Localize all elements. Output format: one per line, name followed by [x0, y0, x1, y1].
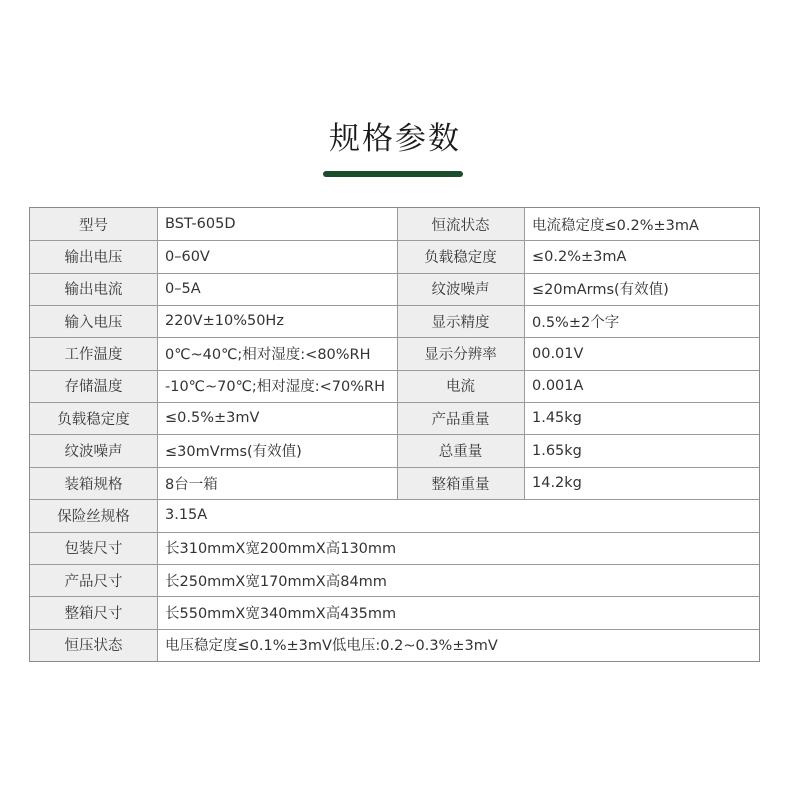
row-divider	[30, 402, 759, 403]
spec-label: 恒压状态	[30, 629, 157, 661]
spec-value: 8台一箱	[157, 467, 397, 499]
spec-label: 纹波噪声	[30, 435, 157, 467]
spec-label: 输出电压	[30, 240, 157, 272]
spec-value: -10℃~70℃;相对湿度:<70%RH	[157, 370, 397, 402]
spec-label: 负载稳定度	[30, 402, 157, 434]
spec-value: 0.5%±2个字	[524, 305, 759, 337]
row-divider	[30, 499, 759, 500]
spec-label: 负载稳定度	[397, 240, 524, 272]
row-divider	[30, 434, 759, 435]
spec-label: 装箱规格	[30, 467, 157, 499]
spec-value: ≤0.5%±3mV	[157, 402, 397, 434]
spec-value: 电流稳定度≤0.2%±3mA	[524, 208, 759, 240]
spec-value: 0–60V	[157, 240, 397, 272]
spec-value: 0℃~40℃;相对湿度:<80%RH	[157, 337, 397, 369]
column-divider	[524, 208, 525, 499]
spec-label: 电流	[397, 370, 524, 402]
spec-value: 0–5A	[157, 273, 397, 305]
spec-label: 产品尺寸	[30, 564, 157, 596]
title-underline	[323, 171, 463, 177]
column-divider	[397, 208, 398, 499]
spec-label: 工作温度	[30, 337, 157, 369]
spec-value: ≤20mArms(有效值)	[524, 273, 759, 305]
row-divider	[30, 273, 759, 274]
row-divider	[30, 629, 759, 630]
spec-label: 显示分辨率	[397, 337, 524, 369]
spec-value: 长250mmX宽170mmX高84mm	[157, 564, 759, 596]
spec-label: 显示精度	[397, 305, 524, 337]
column-divider	[157, 208, 158, 661]
spec-label: 恒流状态	[397, 208, 524, 240]
spec-label: 整箱重量	[397, 467, 524, 499]
spec-value: 14.2kg	[524, 467, 759, 499]
row-divider	[30, 370, 759, 371]
spec-label: 总重量	[397, 435, 524, 467]
row-divider	[30, 532, 759, 533]
spec-label: 型号	[30, 208, 157, 240]
spec-value: 1.45kg	[524, 402, 759, 434]
spec-label: 保险丝规格	[30, 499, 157, 531]
spec-value: 长310mmX宽200mmX高130mm	[157, 532, 759, 564]
spec-label: 输出电流	[30, 273, 157, 305]
spec-label: 包装尺寸	[30, 532, 157, 564]
spec-value: 3.15A	[157, 499, 759, 531]
page-title: 规格参数	[329, 121, 461, 157]
spec-value: 长550mmX宽340mmX高435mm	[157, 596, 759, 628]
row-divider	[30, 596, 759, 597]
spec-label: 产品重量	[397, 402, 524, 434]
row-divider	[30, 467, 759, 468]
spec-label: 输入电压	[30, 305, 157, 337]
spec-value: 电压稳定度≤0.1%±3mV低电压:0.2~0.3%±3mV	[157, 629, 759, 661]
spec-value: 0.001A	[524, 370, 759, 402]
spec-label: 整箱尺寸	[30, 596, 157, 628]
spec-value: 00.01V	[524, 337, 759, 369]
spec-label: 存储温度	[30, 370, 157, 402]
row-divider	[30, 305, 759, 306]
spec-value: 1.65kg	[524, 435, 759, 467]
row-divider	[30, 564, 759, 565]
spec-value: ≤0.2%±3mA	[524, 240, 759, 272]
spec-value: 220V±10%50Hz	[157, 305, 397, 337]
row-divider	[30, 337, 759, 338]
spec-table	[29, 207, 760, 662]
spec-value: ≤30mVrms(有效值)	[157, 435, 397, 467]
row-divider	[30, 240, 759, 241]
spec-label: 纹波噪声	[397, 273, 524, 305]
spec-value: BST-605D	[157, 208, 397, 240]
